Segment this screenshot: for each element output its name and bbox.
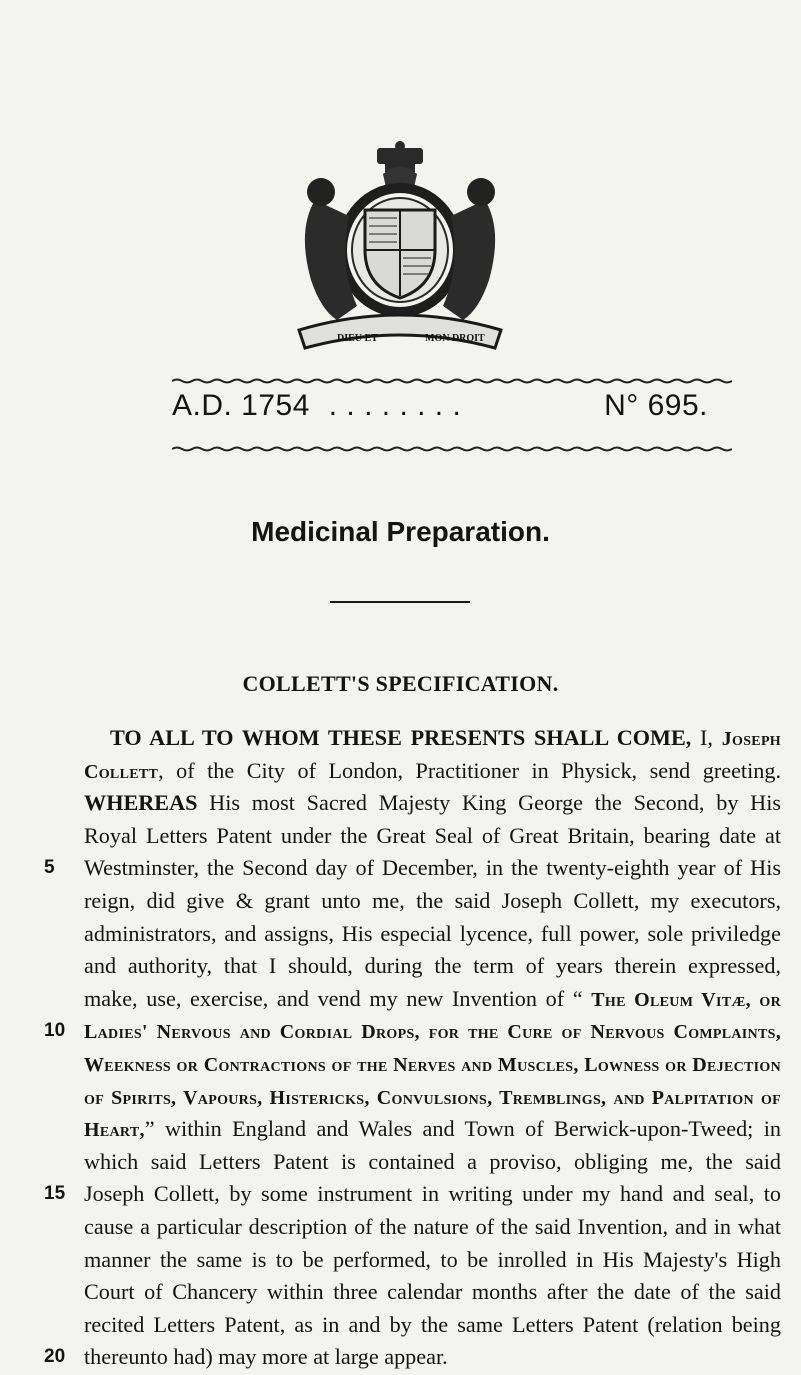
text-line: [84, 785, 781, 821]
text-segment: I,: [691, 725, 722, 750]
line-number: 20: [44, 1346, 66, 1368]
text-segment: which said Letters Patent is contained a proviso, obliging me, the said: [84, 1148, 781, 1174]
line-number: 10: [44, 1020, 66, 1042]
text-segment: WHEREAS: [84, 790, 198, 816]
text-segment: Joseph Collett, by some instrument in writing under my hand and seal, to: [84, 1181, 781, 1207]
text-line: [84, 1339, 781, 1375]
text-segment: His most Sacred Majesty King George the Second, by His: [197, 790, 781, 816]
text-line: [84, 1079, 781, 1115]
text-segment: , of the City of London, Practitioner in Physick, send greeting.: [158, 757, 781, 783]
text-line: [84, 948, 781, 984]
bottom-rule: [172, 444, 732, 454]
top-rule: [172, 376, 732, 386]
text-line: [84, 1013, 781, 1049]
text-segment: of Spirits, Vapours, Histericks, Convulsions, Tremblings, and Palpitation of: [84, 1086, 781, 1109]
text-line: [84, 1242, 781, 1278]
header-dots: . . . . . . . .: [328, 389, 462, 422]
motto-right: MON DROIT: [425, 333, 485, 344]
text-line: [110, 720, 781, 756]
text-segment: ” within England and Wales and Town of Berwick-upon-Tweed; in: [144, 1116, 781, 1142]
text-segment: cause a particular description of the nature of the said Invention, and in what: [84, 1214, 781, 1239]
text-segment: manner the same is to be performed, to be inrolled in His Majesty's High: [84, 1246, 781, 1272]
text-segment: thereunto had) may more at large appear.: [84, 1344, 448, 1370]
text-segment: recited Letters Patent, as in and by the same Letters Patent (relation being: [84, 1311, 781, 1337]
text-line: [84, 1307, 781, 1343]
text-line: [84, 753, 781, 789]
text-line: [84, 1274, 781, 1310]
text-segment: administrators, and assigns, His especial lycence, full power, sole priviledge: [84, 920, 781, 946]
specification-heading: COLLETT'S SPECIFICATION.: [242, 671, 559, 696]
royal-coat-of-arms-icon: [285, 140, 515, 360]
text-line: [84, 818, 781, 854]
text-segment: Court of Chancery within three calendar months after the date of the said: [84, 1279, 781, 1305]
patent-date: A.D. 1754: [172, 389, 310, 422]
text-line: [84, 1209, 781, 1245]
text-line: [84, 981, 781, 1017]
line-number: 5: [44, 857, 55, 879]
text-segment: Joseph: [721, 728, 781, 750]
text-line: [84, 1046, 781, 1082]
patent-header: [172, 389, 732, 423]
text-segment: TO ALL TO WHOM THESE PRESENTS SHALL COME,: [110, 725, 692, 750]
text-line: [84, 883, 781, 919]
text-segment: Collett: [84, 760, 159, 783]
text-line: [84, 916, 781, 952]
text-line: [84, 850, 781, 886]
text-line: [84, 1111, 781, 1147]
document-title: Medicinal Preparation.: [251, 516, 550, 547]
text-segment: Heart,: [84, 1119, 145, 1142]
line-number: 15: [44, 1183, 66, 1205]
motto-left: DIEU ET: [337, 333, 378, 344]
text-line: [84, 1144, 781, 1180]
patent-number: N° 695.: [604, 389, 708, 422]
title-rule: [330, 601, 470, 603]
text-segment: reign, did give & grant unto me, the said Joseph Collett, my executors,: [84, 888, 781, 913]
text-segment: The Oleum Vitæ, or: [591, 988, 781, 1011]
text-segment: make, use, exercise, and vend my new Invention of “: [84, 985, 592, 1011]
text-segment: Ladies' Nervous and Cordial Drops, for the Cure of Nervous Complaints,: [84, 1021, 781, 1044]
text-segment: Westminster, the Second day of December, in the twenty-eighth year of His: [84, 855, 781, 881]
text-segment: and authority, that I should, during the term of years therein expressed,: [84, 953, 781, 979]
text-segment: Weekness or Contractions of the Nerves and Muscles, Lowness or Dejection: [84, 1054, 781, 1076]
text-segment: Royal Letters Patent under the Great Seal of Great Britain, bearing date at: [84, 822, 781, 848]
text-line: [84, 1176, 781, 1212]
